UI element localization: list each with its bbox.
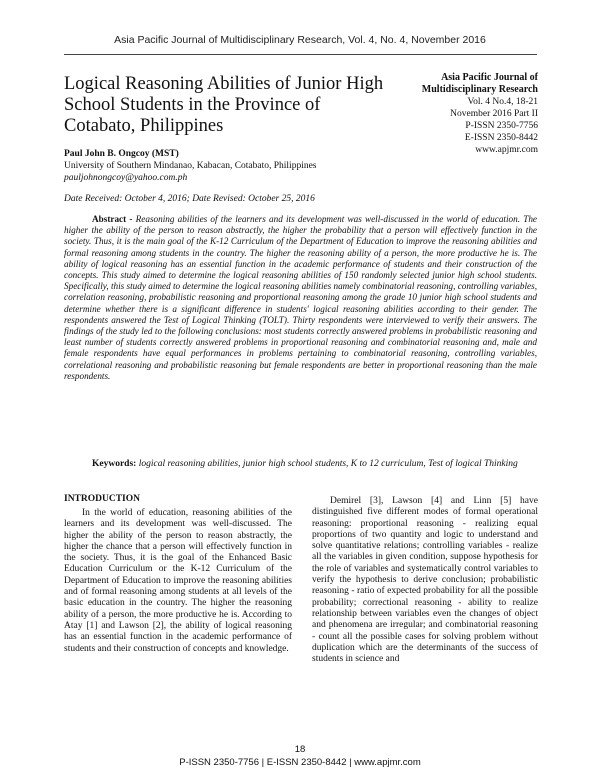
author-block	[64, 148, 394, 184]
abstract-label: Abstract -	[92, 214, 133, 224]
paper-title: Logical Reasoning Abilities of Junior High School Students in the Province of Cotabato, Philippines	[64, 74, 384, 136]
keywords	[64, 458, 537, 470]
journal-name: Asia Pacific Journal of Multidisciplinary Research	[421, 72, 538, 95]
journal-issue: November 2016 Part II	[450, 109, 538, 119]
running-head: Asia Pacific Journal of Multidisciplinary Research, Vol. 4, No. 4, November 2016	[114, 34, 486, 46]
keywords-label: Keywords:	[92, 459, 137, 469]
journal-website: www.apjmr.com	[475, 145, 538, 155]
section-heading-introduction: INTRODUCTION	[64, 494, 141, 504]
author-affiliation: University of Southern Mindanao, Kabacan, Cotabato, Philippines	[64, 161, 317, 171]
author-name: Paul John B. Ongcoy (MST)	[64, 149, 179, 159]
page-number: 18	[294, 744, 306, 755]
journal-volume: Vol. 4 No.4, 18-21	[467, 97, 538, 107]
abstract-text: Reasoning abilities of the learners and its development was well-discussed in the world of education. The higher the ability of the person to reason abstractly, the higher the probability that a person will effectively function in the society. Thus, it is the main goal of the K-12 Curriculum of the Department of Education to improve the reasoning abilities and formal reasoning among students in the country. The higher the reasoning ability of a person, the more productive he is. The ability of logical reasoning has an essential function in the academic performance of students and their construction of the concepts. This study aimed to determine the logical reasoning abilities of 150 randomly selected junior high school students. Specifically, this study aimed to determine the logical reasoning abilities namely combinatorial reasoning, controlling variables, correlation reasoning, probabilistic reasoning and proportional reasoning among the grade 10 junior high school students and determine whether there is a significant difference in students' logical reasoning abilities according to their gender. The respondents answered the Test of Logical Thinking (TOLT). Thirty respondents were interviewed to verify their answers. The findings of the study led to the following conclusions: most students correctly answered problems in probabilistic reasoning and least number of students correctly answered problems in proportional reasoning and combinatorial reasoning and, male and female respondents have equal performances in problems pertaining to combinatorial reasoning, controlling variables, correlational reasoning and probabilistic reasoning but female respondents are better in proportional reasoning than the male respondents.	[64, 214, 538, 381]
date-info: Date Received: October 4, 2016; Date Revised: October 25, 2016	[64, 194, 315, 204]
intro-left-column: In the world of education, reasoning abilities of the learners and its development was well-discussed. The higher the ability of the person to reason abstractly, the higher the chance that a person will effectively function in the society. Thus, it is the goal of the Enhanced Basic Education Curriculum or the K-12 Curriculum of the Department of Education to improve the reasoning abilities and of formal reasoning among students at all levels of the basic education in the country. The higher the reasoning ability of a person, the more productive he is. According to Atay [1] and Lawson [2], the ability of logical reasoning has an essential function in the academic performance of students and their construction of concepts and knowledge.	[64, 508, 292, 654]
abstract	[64, 214, 537, 382]
keywords-text: logical reasoning abilities, junior high school students, K to 12 curriculum, Test of logical Thinking	[138, 459, 518, 469]
author-email: pauljohnongcoy@yahoo.com.ph	[64, 173, 188, 183]
footer: P-ISSN 2350-7756 | E-ISSN 2350-8442 | www.apjmr.com	[179, 757, 421, 768]
intro-right-column: Demirel [3], Lawson [4] and Linn [5] have distinguished five different modes of formal operational reasoning: proportional reasoning - realizing equal proportions of two quantity and logic to understand and solve quantitative relations; controlling variables - realize all the variables in given condition, suppose hypothesis for the role of variables and systematically control variables to verify the hypothesis to derive conclusion; probabilistic reasoning - ratio of expected probability for all the possible probability; correctional reasoning - ability to realize relationship between variables even the changes of object and phenomena are irregular; and combinatorial reasoning - count all the possible cases for solving problem without duplication which are the determinants of the success of students in science and	[312, 496, 538, 665]
header-rule	[64, 54, 537, 55]
journal-info	[400, 72, 538, 156]
journal-pissn: P-ISSN 2350-7756	[465, 121, 538, 131]
journal-eissn: E-ISSN 2350-8442	[464, 133, 538, 143]
